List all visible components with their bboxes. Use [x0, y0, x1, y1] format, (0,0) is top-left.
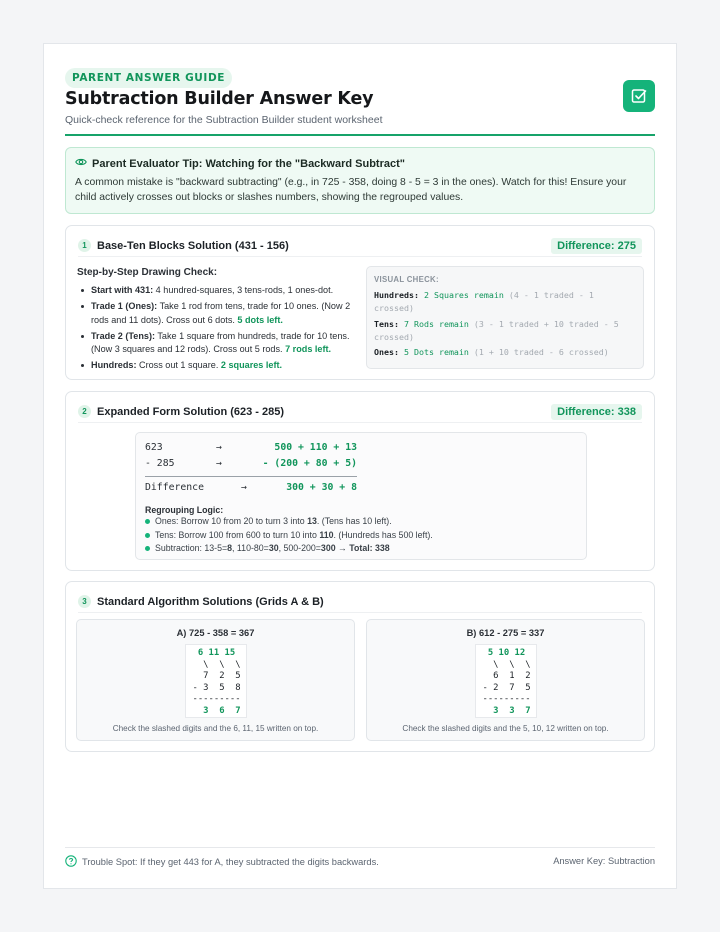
question-circle-icon: [65, 855, 77, 869]
visual-check-line: Tens: 7 Rods remain (3 - 1 traded + 10 traded - 5 crossed): [374, 318, 619, 342]
visual-check-line: Hundreds: 2 Squares remain (4 - 1 traded - 1 crossed): [374, 290, 594, 313]
header-divider: [65, 134, 655, 136]
tip-body: A common mistake is "backward subtracting" (e.g., in 725 - 358, doing 8 - 5 = 3 in the ones). Watch for this! Ensure your child actively crosses out blocks or slashes numbers, showing the regrouped values.: [75, 177, 627, 203]
step-item: Trade 2 (Tens): Take 1 square from hundreds, trade for 10 tens. (Now 3 squares and 12 rods). Cross out 5 rods. 7 rods left.: [77, 330, 357, 357]
trouble-spot: [65, 855, 379, 869]
grid-note: Check the slashed digits and the 6, 11, 15 written on top.: [112, 724, 319, 733]
grid-title: A) 725 - 358 = 367: [176, 628, 255, 638]
tip-title: Parent Evaluator Tip: Watching for the "Backward Subtract": [92, 157, 405, 170]
section-title: Standard Algorithm Solutions (Grids A & B): [97, 595, 324, 608]
step-item: Trade 1 (Ones): Take 1 rod from tens, trade for 10 ones. (Now 2 rods and 11 dots). Cross out 6 dots. 5 dots left.: [77, 300, 357, 327]
evaluator-tip: [65, 147, 655, 214]
section-number: 2: [78, 405, 91, 418]
expanded-row: - 285 → - (200 + 80 + 5): [145, 458, 357, 469]
page-title: Subtraction Builder Answer Key: [65, 89, 374, 109]
section-title: Base-Ten Blocks Solution (431 - 156): [97, 239, 289, 252]
step-item: Start with 431: 4 hundred-squares, 3 tens-rods, 1 ones-dot.: [77, 284, 357, 298]
checklist-icon: [623, 80, 655, 112]
difference-badge: Difference: 338: [551, 404, 642, 420]
section-number: 1: [78, 239, 91, 252]
logic-item: Subtraction: 13-5=8, 110-80=30, 500-200=300 → Total: 338: [145, 542, 577, 556]
difference-badge: Difference: 275: [551, 238, 642, 254]
expanded-row: 623 → 500 + 110 + 13: [145, 442, 357, 453]
logic-heading: Regrouping Logic:: [145, 505, 224, 515]
grid-title: B) 612 - 275 = 337: [466, 628, 545, 638]
footer-label: Answer Key: Subtraction: [553, 856, 655, 866]
steps-heading: Step-by-Step Drawing Check:: [77, 267, 218, 278]
grid-a: [76, 619, 355, 741]
expanded-form-box: [135, 432, 587, 560]
worked-algorithm: 6 11 15 \ \ \ 7 2 5 - 3 5 8 --------- 3 6 7: [185, 644, 247, 718]
section-title: Expanded Form Solution (623 - 285): [97, 405, 285, 418]
section-standard-algorithm: [65, 581, 655, 752]
eye-icon: [75, 156, 87, 171]
difference-line: [145, 476, 357, 477]
section-number: 3: [78, 595, 91, 608]
page-subtitle: Quick-check reference for the Subtraction Builder student worksheet: [65, 114, 383, 126]
visual-check-panel: [366, 266, 644, 369]
visual-check-label: VISUAL CHECK:: [374, 275, 439, 284]
logic-item: Ones: Borrow 10 from 20 to turn 3 into 13. (Tens has 10 left).: [145, 515, 577, 529]
worksheet-page: [43, 43, 677, 889]
section-base-ten: [65, 225, 655, 380]
grid-b: [366, 619, 645, 741]
worked-algorithm: 5 10 12 \ \ \ 6 1 2 - 2 7 5 --------- 3 3 7: [475, 644, 537, 718]
footer-divider: [65, 847, 655, 848]
step-item: Hundreds: Cross out 1 square. 2 squares left.: [77, 359, 357, 373]
section-expanded-form: [65, 391, 655, 571]
grid-note: Check the slashed digits and the 5, 10, 12 written on top.: [402, 724, 609, 733]
expanded-row: Difference → 300 + 30 + 8: [145, 482, 357, 493]
trouble-spot-text: Trouble Spot: If they get 443 for A, they subtracted the digits backwards.: [82, 857, 379, 867]
logic-item: Tens: Borrow 100 from 600 to turn 10 into 110. (Hundreds has 500 left).: [145, 529, 577, 543]
visual-check-line: Ones: 5 Dots remain (1 + 10 traded - 6 crossed): [374, 347, 609, 357]
guide-eyebrow: PARENT ANSWER GUIDE: [65, 68, 232, 88]
